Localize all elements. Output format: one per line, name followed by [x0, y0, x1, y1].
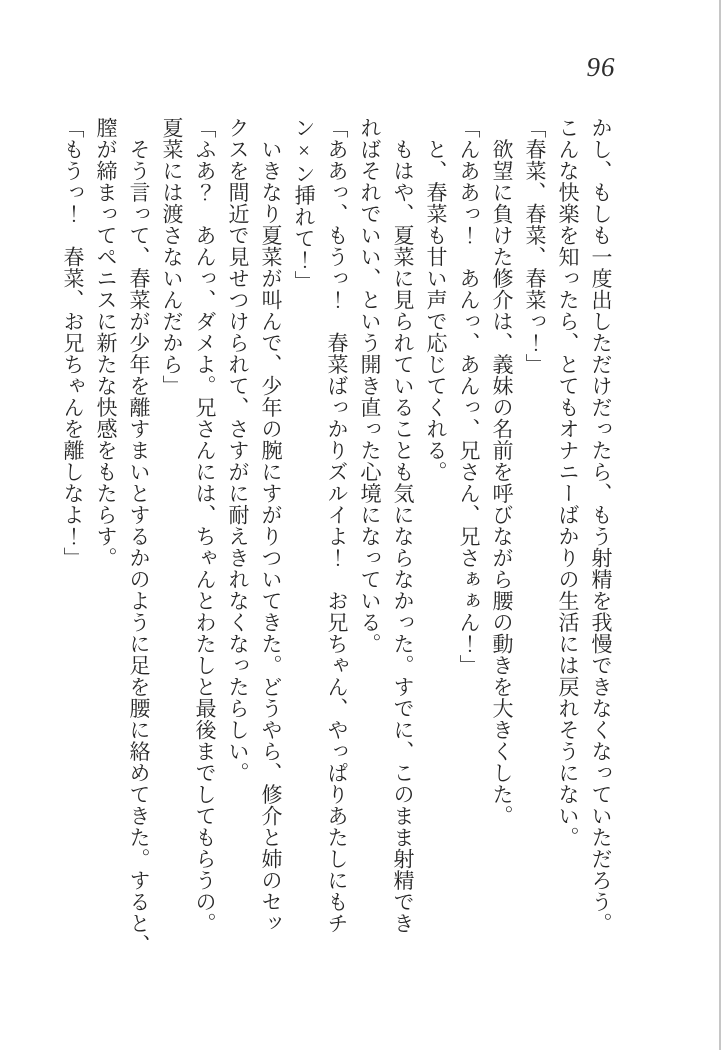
text-line: 欲望に負けた修介は、義妹の名前を呼びながら腰の動きを大きくした。: [490, 117, 514, 827]
text-line: 夏菜には渡さないんだから」: [160, 117, 184, 397]
text-line: そう言って、春菜が少年を離すまいとするかのように足を腰に絡めてきた。すると、: [127, 117, 151, 956]
text-line: かし、もしも一度出しただけだったら、もう射精を我慢できなくなっていただろう。: [589, 117, 613, 934]
text-line: いきなり夏菜が叫んで、少年の腕にすがりついてきた。どうやら、修介と姉のセッ: [259, 117, 283, 934]
text-line: 「んああっ！ あんっ、あんっ、兄さん、兄さぁぁん！」: [457, 117, 481, 676]
page-edge-line: [719, 0, 721, 1050]
text-line: 「春菜、春菜、春菜っ！」: [523, 117, 547, 375]
page-number: 96: [586, 52, 616, 82]
text-line: ればそれでいい、という開き直った心境になっている。: [358, 117, 382, 655]
body-text: [56, 117, 617, 969]
text-line: こんな快楽を知ったら、とてもオナニーばかりの生活には戻れそうにない。: [556, 117, 580, 848]
text-line: 膣が締まってペニスに新たな快感をもたらす。: [94, 117, 118, 569]
text-line: 「ふあ？ あんっ、ダメよ。兄さんには、ちゃんとわたしと最後までしてもらうの。: [193, 117, 217, 934]
text-line: と、春菜も甘い声で応じてくれる。: [424, 117, 448, 483]
text-line: 「ああっ、もうっ！ 春菜ばっかりズルイよ！ お兄ちゃん、やっぱりあたしにもチ: [325, 117, 349, 934]
text-line: 「もうっ！ 春菜、お兄ちゃんを離しなよ！」: [61, 117, 85, 569]
text-line: もはや、夏菜に見られていることも気にならなかった。すでに、このまま射精でき: [391, 117, 415, 934]
text-line: クスを間近で見せつけられて、さすがに耐えきれなくなったらしい。: [226, 117, 250, 784]
text-line: ン×ン挿れて！」: [292, 117, 316, 292]
